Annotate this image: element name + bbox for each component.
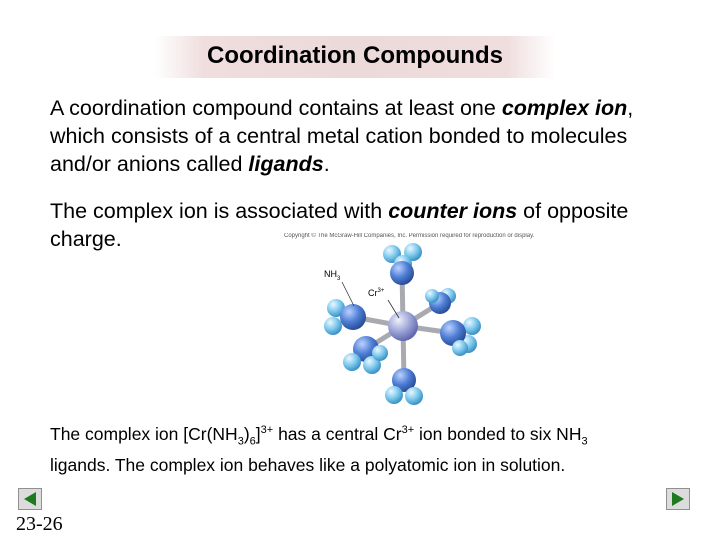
ammonia-ligand [383,243,422,285]
slide-title: Coordination Compounds [207,42,503,69]
term-counter-ions: counter ions [388,199,518,223]
ammonia-ligand [324,299,366,335]
metal-label-superscript: 3+ [377,288,385,294]
subscript: 3 [237,435,244,448]
copyright-notice: Copyright © The McGraw-Hill Companies, Inc. Permission required for reproduction or display. [284,233,535,239]
ammonia-ligand [385,368,423,405]
triangle-left-icon [19,489,41,509]
superscript: 3+ [260,424,274,436]
text-run: The complex ion [Cr(NH [50,423,238,444]
ligand-label-subscript: 3 [337,276,341,282]
text-run: has a central Cr [273,423,402,444]
text-run: ion bonded to six NH [414,423,582,444]
subscript: 3 [581,435,588,448]
metal-label-text: Cr [368,288,378,298]
text-run: of opposite charge. [50,199,629,251]
triangle-right-icon [667,489,689,509]
next-slide-button[interactable] [666,488,690,510]
text-run: , which consists of a central metal cation bonded to molecules and/or anions called [50,96,634,176]
slide-number: 23-26 [16,513,63,535]
chromium-atom [388,311,418,341]
metal-label [368,288,385,298]
text-run: ) [243,423,250,444]
term-complex-ion: complex ion [501,96,628,120]
term-ligands: ligands [248,152,324,176]
text-run: ligands. The complex ion behaves like a polyatomic ion in solution. [50,455,566,476]
text-run: . [323,152,330,176]
figure-caption [50,418,650,477]
complex-ion-model [300,240,500,410]
ligand-pointer [342,282,354,306]
text-run: ] [255,423,261,444]
superscript: 3+ [401,424,415,436]
ligand-label-text: NH [324,269,337,279]
text-run: The complex ion is associated with [50,199,389,223]
paragraph-definition [50,94,670,178]
ammonia-ligand [440,317,481,356]
subscript: 6 [249,435,256,448]
ligand-label [324,269,341,282]
text-run: A coordination compound contains at least one [50,96,502,120]
previous-slide-button[interactable] [18,488,42,510]
